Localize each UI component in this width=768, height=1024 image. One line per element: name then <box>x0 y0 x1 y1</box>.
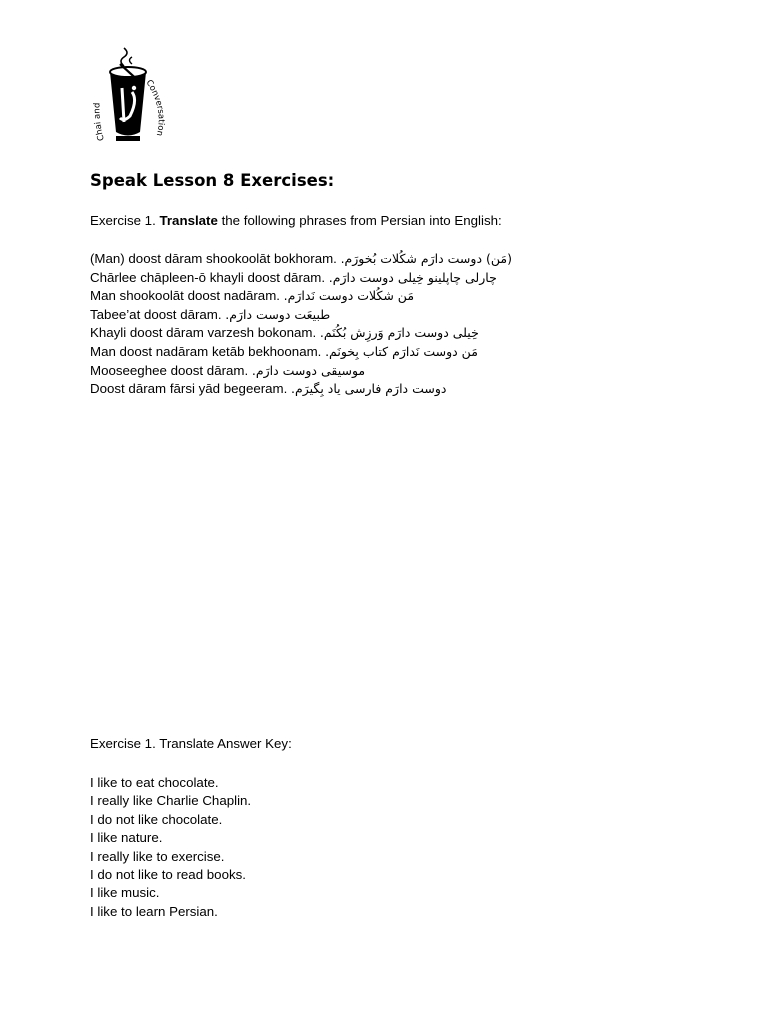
answer-list <box>90 774 251 921</box>
phrase-transliteration: Man shookoolāt doost nadāram. <box>90 288 280 304</box>
answer-item: I like to learn Persian. <box>90 903 218 919</box>
phrase-persian: خِیلی دوست دارَم وَرزِش بُکُنَم. <box>319 325 479 341</box>
phrase-item <box>90 269 512 288</box>
answer-key-title: Exercise 1. Translate Answer Key: <box>90 736 292 751</box>
answer-item: I do not like to read books. <box>90 866 246 882</box>
answer-item: I really like to exercise. <box>90 848 225 864</box>
page-title: Speak Lesson 8 Exercises: <box>90 171 335 190</box>
phrase-persian: مَن شکُلات دوست نَدارَم. <box>283 288 415 304</box>
phrase-persian: مَن دوست نَدارَم کتاب بِخونَم. <box>325 343 478 359</box>
phrase-persian: دوست دارَم فارسی یاد بِگیرَم. <box>291 381 447 397</box>
phrase-persian: طبیعَت دوست دارَم. <box>225 306 331 322</box>
exercise-verb: Translate <box>159 213 218 228</box>
tea-glass-logo-icon <box>88 44 170 152</box>
answer-item: I do not like chocolate. <box>90 811 223 827</box>
phrase-item <box>90 250 512 269</box>
exercise-label: Exercise 1. <box>90 213 156 228</box>
chai-and-conversation-logo <box>88 44 170 152</box>
phrase-transliteration: Doost dāram fārsi yād begeeram. <box>90 381 288 397</box>
answer-item: I like to eat chocolate. <box>90 775 219 790</box>
answer-item: I really like Charlie Chaplin. <box>90 793 252 809</box>
exercise-instruction-text: the following phrases from Persian into English: <box>221 213 502 228</box>
phrase-persian: (مَن) دوست دارَم شکُلات بُخورَم. <box>340 251 512 266</box>
phrase-item <box>90 362 512 381</box>
phrase-transliteration: Mooseeghee doost dāram. <box>90 362 249 378</box>
phrase-transliteration: (Man) doost dāram shookoolāt bokhoram. <box>90 251 337 266</box>
phrase-transliteration: Tabee’at doost dāram. <box>90 306 222 322</box>
phrase-persian: چارلی چاپلینو خِیلی دوست دارَم. <box>328 269 497 285</box>
phrase-list <box>90 250 512 399</box>
phrase-persian: موسیقی دوست دارَم. <box>251 362 366 378</box>
exercise-1-instructions <box>90 213 502 228</box>
phrase-item <box>90 287 512 306</box>
phrase-transliteration: Chārlee chāpleen-ō khayli doost dāram. <box>90 269 326 285</box>
phrase-transliteration: Khayli doost dāram varzesh bokonam. <box>90 325 317 341</box>
phrase-item <box>90 324 512 343</box>
phrase-item <box>90 306 512 325</box>
phrase-item <box>90 380 512 399</box>
svg-text:Conversation: Conversation <box>143 78 166 137</box>
phrase-transliteration: Man doost nadāram ketāb bekhoonam. <box>90 343 322 359</box>
svg-text:Chai and: Chai and <box>92 102 107 142</box>
phrase-item <box>90 343 512 362</box>
answer-item: I like nature. <box>90 830 163 846</box>
answer-item: I like music. <box>90 885 160 901</box>
